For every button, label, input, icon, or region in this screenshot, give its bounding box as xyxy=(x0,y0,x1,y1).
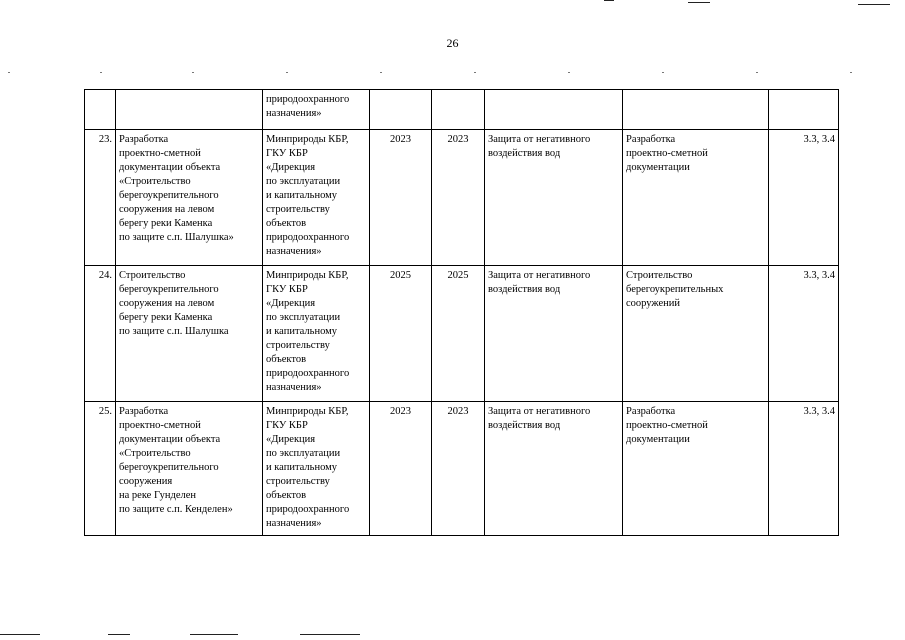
table-row xyxy=(85,130,839,266)
cell-activity: Разработка проектно-сметной документации объекта «Строительство берегоукрепительного сооружения на левом берегу реки Каменка по защите с.п. Шалушка» xyxy=(116,130,263,266)
cell-result: Разработка проектно-сметной документации xyxy=(623,402,769,536)
page-number: 26 xyxy=(446,36,459,50)
cell-activity: Разработка проектно-сметной документации объекта «Строительство берегоукрепительного сооружения на реке Гунделен по защите с.п. Кенделен» xyxy=(116,402,263,536)
cell-responsible: природоохранного назначения» xyxy=(263,90,370,130)
cell-result xyxy=(623,90,769,130)
cell-num: 25. xyxy=(85,402,116,536)
cell-end: 2023 xyxy=(432,130,485,266)
table-row xyxy=(85,402,839,536)
program-table xyxy=(84,89,839,536)
scan-mark-top-2 xyxy=(688,2,710,3)
scan-mark-bottom-3 xyxy=(190,634,238,635)
cell-num: 24. xyxy=(85,266,116,402)
cell-start: 2025 xyxy=(370,266,432,402)
scan-mark-bottom-1 xyxy=(0,634,40,635)
cell-end xyxy=(432,90,485,130)
cell-purpose: Защита от негативного воздействия вод xyxy=(485,266,623,402)
cell-activity: Строительство берегоукрепительного сооружения на левом берегу реки Каменка по защите с.п. Шалушка xyxy=(116,266,263,402)
cell-num xyxy=(85,90,116,130)
scan-dots xyxy=(0,72,905,74)
cell-responsible: Минприроды КБР, ГКУ КБР «Дирекция по эксплуатации и капитальному строительству объектов природоохранного назначения» xyxy=(263,130,370,266)
cell-end: 2025 xyxy=(432,266,485,402)
scan-mark-bottom-2 xyxy=(108,634,130,635)
cell-start: 2023 xyxy=(370,130,432,266)
scan-mark-bottom-4 xyxy=(300,634,360,635)
cell-responsible: Минприроды КБР, ГКУ КБР «Дирекция по эксплуатации и капитальному строительству объектов природоохранного назначения» xyxy=(263,402,370,536)
table-row-continuation xyxy=(85,90,839,130)
cell-start: 2023 xyxy=(370,402,432,536)
cell-responsible: Минприроды КБР, ГКУ КБР «Дирекция по эксплуатации и капитальному строительству объектов природоохранного назначения» xyxy=(263,266,370,402)
scan-mark-top-3 xyxy=(858,4,890,5)
scan-mark-top-1 xyxy=(604,0,614,1)
cell-start xyxy=(370,90,432,130)
cell-ref: 3.3, 3.4 xyxy=(769,402,839,536)
cell-end: 2023 xyxy=(432,402,485,536)
cell-purpose: Защита от негативного воздействия вод xyxy=(485,130,623,266)
table-row xyxy=(85,266,839,402)
cell-ref: 3.3, 3.4 xyxy=(769,266,839,402)
cell-result: Строительство берегоукрепительных сооружений xyxy=(623,266,769,402)
cell-result: Разработка проектно-сметной документации xyxy=(623,130,769,266)
cell-purpose: Защита от негативного воздействия вод xyxy=(485,402,623,536)
cell-ref: 3.3, 3.4 xyxy=(769,130,839,266)
cell-activity xyxy=(116,90,263,130)
cell-num: 23. xyxy=(85,130,116,266)
cell-ref xyxy=(769,90,839,130)
cell-purpose xyxy=(485,90,623,130)
